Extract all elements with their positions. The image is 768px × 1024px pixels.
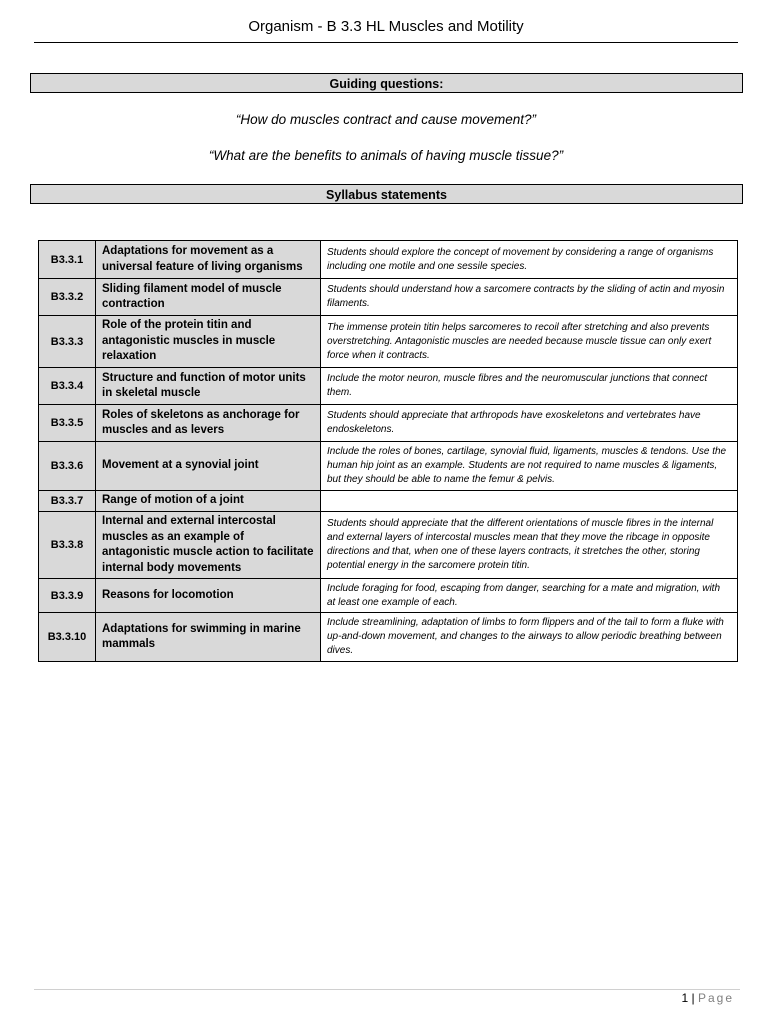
syllabus-statements-heading: Syllabus statements xyxy=(30,184,743,204)
page-number: 1 xyxy=(681,991,689,1005)
statement-code: B3.3.3 xyxy=(39,316,96,368)
table-row xyxy=(39,491,738,512)
statement-code: B3.3.2 xyxy=(39,279,96,316)
footer-rule xyxy=(34,989,740,990)
page-title: Organism - B 3.3 HL Muscles and Motility xyxy=(248,18,524,35)
statement-guidance xyxy=(321,491,738,512)
statement-code: B3.3.4 xyxy=(39,368,96,405)
guiding-question-2: “What are the benefits to animals of having muscle tissue?” xyxy=(208,148,564,163)
statement-code: B3.3.9 xyxy=(39,579,96,613)
statement-guidance: Students should appreciate that the different orientations of muscle fibres in the internal and external layers of intercostal muscles mean that they move the ribcage in opposite directions and that, when one of these layers contracts, it stretches the other, storing potential energy in the sarcomere protein titin. xyxy=(321,512,738,579)
statement-title: Sliding filament model of muscle contraction xyxy=(96,279,321,316)
header-rule xyxy=(34,42,738,43)
table-row xyxy=(39,512,738,579)
statement-guidance: Include the motor neuron, muscle fibres and the neuromuscular junctions that connect them. xyxy=(321,368,738,405)
syllabus-table xyxy=(38,240,738,662)
statement-title: Internal and external intercostal muscles as an example of antagonistic muscle action to facilitate internal body movements xyxy=(96,512,321,579)
statement-guidance: Students should appreciate that arthropods have exoskeletons and vertebrates have endoskeletons. xyxy=(321,405,738,442)
table-row xyxy=(39,241,738,279)
page-label: Page xyxy=(697,991,734,1005)
table-row xyxy=(39,613,738,662)
statement-title: Adaptations for movement as a universal feature of living organisms xyxy=(96,241,321,279)
page-separator: | xyxy=(691,991,695,1005)
table-row xyxy=(39,579,738,613)
statement-title: Role of the protein titin and antagonistic muscles in muscle relaxation xyxy=(96,316,321,368)
statement-code: B3.3.7 xyxy=(39,491,96,512)
statement-code: B3.3.5 xyxy=(39,405,96,442)
statement-guidance: Include streamlining, adaptation of limbs to form flippers and of the tail to form a fluke with up-and-down movement, and changes to the airways to allow periodic breathing between dives. xyxy=(321,613,738,662)
guiding-questions-heading: Guiding questions: xyxy=(30,73,743,93)
statement-title: Adaptations for swimming in marine mammals xyxy=(96,613,321,662)
statement-guidance: Include foraging for food, escaping from danger, searching for a mate and migration, with at least one example of each. xyxy=(321,579,738,613)
statement-code: B3.3.10 xyxy=(39,613,96,662)
statement-guidance: Students should explore the concept of movement by considering a range of organisms including one motile and one sessile species. xyxy=(321,241,738,279)
statement-title: Structure and function of motor units in skeletal muscle xyxy=(96,368,321,405)
table-row xyxy=(39,279,738,316)
page-number-footer xyxy=(681,991,734,1005)
statement-title: Movement at a synovial joint xyxy=(96,442,321,491)
table-row xyxy=(39,368,738,405)
statement-title: Roles of skeletons as anchorage for muscles and as levers xyxy=(96,405,321,442)
table-row xyxy=(39,442,738,491)
statement-code: B3.3.8 xyxy=(39,512,96,579)
table-row xyxy=(39,316,738,368)
statement-title: Range of motion of a joint xyxy=(96,491,321,512)
statement-code: B3.3.6 xyxy=(39,442,96,491)
statement-title: Reasons for locomotion xyxy=(96,579,321,613)
table-row xyxy=(39,405,738,442)
statement-code: B3.3.1 xyxy=(39,241,96,279)
statement-guidance: The immense protein titin helps sarcomeres to recoil after stretching and also prevents overstretching. Antagonistic muscles are needed because muscle tissue can only exert force when it contracts. xyxy=(321,316,738,368)
statement-guidance: Students should understand how a sarcomere contracts by the sliding of actin and myosin filaments. xyxy=(321,279,738,316)
guiding-question-1: “How do muscles contract and cause movement?” xyxy=(235,112,537,127)
statement-guidance: Include the roles of bones, cartilage, synovial fluid, ligaments, muscles & tendons. Use the human hip joint as an example. Students are not required to name muscles & ligaments, but they should be able to name the femur & pelvis. xyxy=(321,442,738,491)
